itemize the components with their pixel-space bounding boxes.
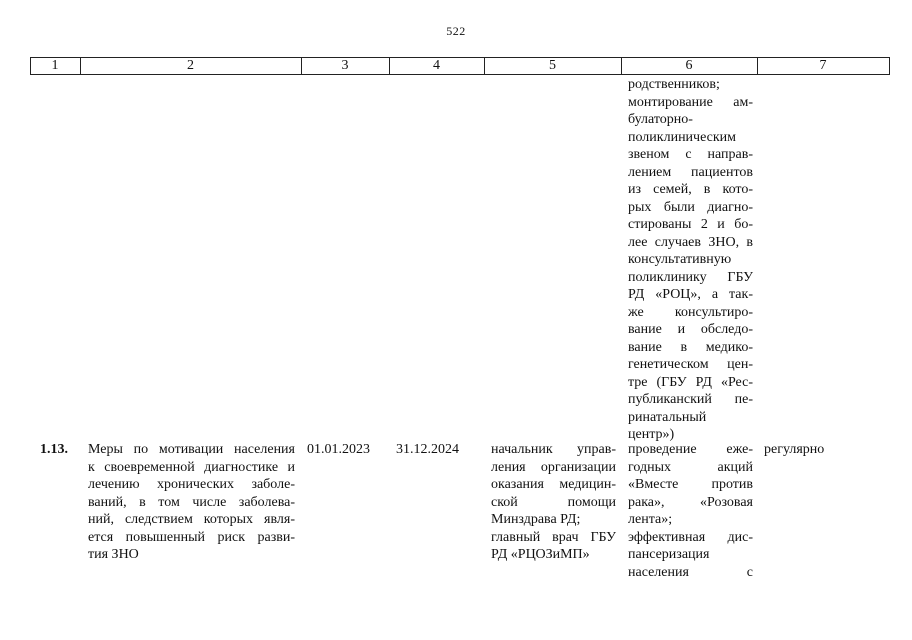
text-line: РД «РЦОЗиМП»: [491, 547, 590, 562]
text-line: к своевременной диагностике и: [88, 459, 295, 475]
activity-description: [628, 441, 753, 581]
measure-description: [88, 441, 295, 564]
text-line: из семей, в кото-: [628, 182, 753, 197]
text-line: родственников;: [628, 77, 720, 92]
text-line: лечению хронических заболе-: [88, 477, 295, 492]
text-line: проведение еже-: [628, 442, 753, 457]
text-line: ваний, в том числе заболева-: [88, 494, 295, 510]
text-line: населения с: [628, 564, 753, 580]
text-line: годных акций: [628, 459, 753, 475]
text-line: консультативную: [628, 252, 732, 267]
text-line: тре (ГБУ РД «Рес-: [628, 374, 753, 390]
text-line: ской помощи: [491, 494, 616, 510]
text-line: тия ЗНО: [88, 547, 139, 562]
text-line: стированы 2 и бо-: [628, 217, 753, 232]
column-header-5: 5: [549, 58, 556, 73]
text-line: Меры по мотивации населения: [88, 442, 295, 457]
text-line: поликлиническим: [628, 129, 737, 145]
text-line: главный врач ГБУ: [491, 529, 616, 545]
text-line: эффективная дис-: [628, 529, 753, 545]
column-header-6: 6: [685, 58, 693, 73]
end-date: 31.12.2024: [396, 442, 459, 457]
text-line: пансеризация: [628, 547, 710, 562]
text-line: вание в медико-: [628, 339, 753, 355]
column-header-2: 2: [187, 58, 194, 73]
text-line: булаторно-: [628, 112, 693, 127]
text-line: рака», «Розовая: [628, 494, 753, 510]
column-header-3: 3: [341, 58, 349, 73]
text-line: лента»;: [628, 512, 673, 527]
text-line: генетическом цен-: [628, 357, 753, 372]
page-number: 522: [446, 24, 466, 38]
column-header-1: 1: [51, 58, 59, 73]
text-line: рых были диагно-: [628, 199, 753, 215]
table-header-bottom-border: [30, 74, 890, 75]
text-line: начальник управ-: [491, 442, 616, 457]
text-line: «Вместе против: [628, 477, 753, 492]
text-line: вание и обследо-: [628, 322, 753, 337]
row-number: 1.13.: [40, 442, 68, 457]
responsible-persons: [491, 441, 616, 564]
column-header-7: 7: [819, 58, 827, 73]
text-line: лением пациентов: [628, 164, 753, 180]
text-line: ринатальный: [628, 409, 707, 425]
text-line: Минздрава РД;: [491, 512, 581, 527]
text-line: монтирование ам-: [628, 94, 753, 110]
text-line: звеном с направ-: [628, 147, 753, 162]
table-header-divider: [889, 57, 890, 75]
continuation-col6-text: [628, 76, 753, 444]
text-line: РД «РОЦ», а так-: [628, 287, 753, 302]
text-line: публиканский пе-: [628, 392, 753, 407]
text-line: поликлинику ГБУ: [628, 269, 753, 285]
text-line: ний, следствием которых явля-: [88, 512, 295, 527]
text-line: ления организации: [491, 459, 616, 475]
periodicity: регулярно: [764, 442, 825, 457]
start-date: 01.01.2023: [307, 442, 370, 457]
text-line: центр»): [628, 427, 675, 442]
text-line: лее случаев ЗНО, в: [628, 234, 753, 250]
text-line: же консультиро-: [628, 304, 753, 320]
column-header-4: 4: [433, 58, 440, 73]
text-line: оказания медицин-: [491, 477, 616, 492]
text-line: ется повышенный риск разви-: [88, 529, 295, 545]
